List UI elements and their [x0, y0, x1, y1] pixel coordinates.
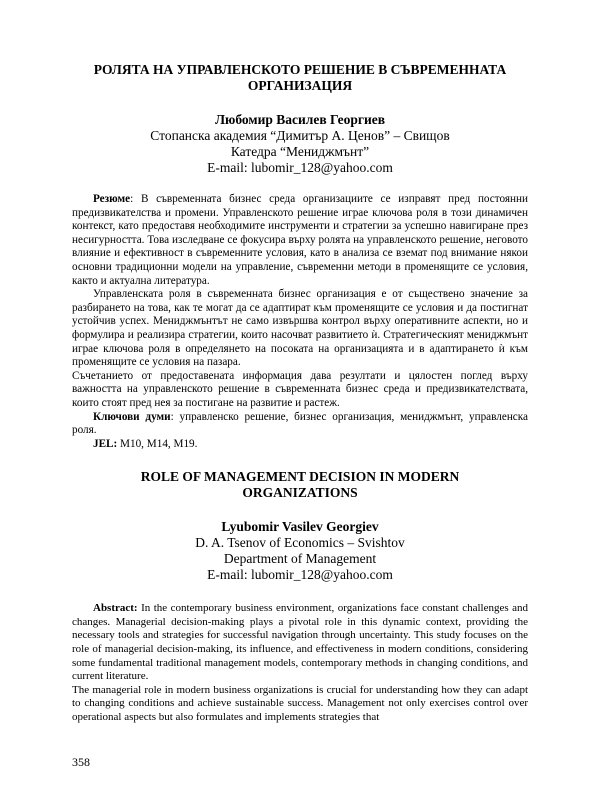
bg-abstract-label: Резюме	[93, 193, 131, 205]
en-affiliation: D. A. Tsenov of Economics – Svishtov	[195, 535, 405, 551]
bg-jel-label: JEL:	[93, 437, 118, 450]
bg-keywords	[72, 411, 528, 438]
bg-paragraph-2: Управленската роля в съвременната бизнес организация е от съществено значение за разбирането на това, как те могат да се адаптират към променящите се условия и да постигнат устойчив успех. Мениджмънтът не само извършва контрол върху оперативните аспекти, но и формулира и реализира стратегии, които насочват развитието ѝ. Стратегическият мениджмънт играе ключова роля в определянето на посоката на организацията и в адаптирането ѝ към променящите се условия на пазара.	[72, 288, 528, 369]
english-section	[72, 469, 528, 724]
bg-jel-text: M10, M14, M19.	[117, 437, 198, 450]
bg-abstract	[72, 193, 528, 451]
bg-email: E-mail: lubomir_128@yahoo.com	[207, 160, 393, 175]
bg-title-line-1: РОЛЯТА НА УПРАВЛЕНСКОТО РЕШЕНИЕ В СЪВРЕМЕННАТА	[93, 62, 507, 77]
en-abstract-label: Abstract:	[93, 602, 138, 615]
en-abstract	[72, 602, 528, 724]
bg-affiliation: Стопанска академия “Димитър А. Ценов” – Свищов	[150, 128, 450, 143]
en-title	[72, 469, 528, 501]
bg-jel	[72, 438, 528, 452]
en-abstract-paragraph	[72, 602, 528, 684]
bg-paragraph-3: Съчетанието от предоставената информация дава резултати и цялостен поглед върху важността на управленското решение в съвременната бизнес среда и предизвикателствата, които стоят пред нея за постигане на развитие и растеж.	[72, 369, 528, 409]
bg-author: Любомир Василев Георгиев	[214, 112, 386, 127]
bg-department: Катедра “Мениджмънт”	[230, 144, 370, 159]
en-paragraph-2: The managerial role in modern business organizations is crucial for understanding how they can adapt to changing conditions and achieve sustainable success. Management not only exercises control over operational aspects but also formulates and implements strategies that	[72, 683, 528, 724]
en-title-line-2: ORGANIZATIONS	[242, 485, 358, 501]
page-number: 358	[72, 755, 90, 769]
paper-page	[72, 62, 528, 725]
en-abstract-text: In the contemporary business environment, organizations face constant challenges and changes. Managerial decision-making plays a pivotal role in this dynamic context, providing the necessary tools and strategies for successful navigation through uncertainty. This study focuses on the role of managerial decision-making, its influence, and effectiveness in modern conditions, considering some fundamental traditional management models, contemporary methods in changing conditions, and current literature.	[72, 602, 528, 683]
bg-keywords-text: : управленско решение, бизнес организация, мениджмънт, управленска роля.	[72, 410, 528, 437]
en-department: Department of Management	[223, 551, 377, 567]
en-email: E-mail: lubomir_128@yahoo.com	[207, 567, 393, 583]
bg-abstract-text: : В съвременната бизнес среда организациите се изправят пред постоянни предизвикателства и промени. Управленското решение играе ключова роля в този динамичен контекст, като предоставя необходимите инструменти и стратегии за успешно навигиране през несигурността. Това изследване се фокусира върху ролята на управленското решение, неговото влияние и ефективност в съвременните условия, като в анализа се вземат под внимание някои основни традиционни модели на управление, съвременни методи в променящите се условия, както и актуална литература.	[72, 193, 528, 287]
bg-title	[72, 62, 528, 94]
bg-abstract-paragraph	[72, 193, 528, 288]
en-author: Lyubomir Vasilev Georgiev	[221, 519, 379, 535]
bulgarian-section	[72, 62, 528, 451]
en-title-line-1: ROLE OF MANAGEMENT DECISION IN MODERN	[140, 469, 460, 485]
bg-keywords-label: Ключови думи	[93, 410, 171, 423]
bg-title-line-2: ОРГАНИЗАЦИЯ	[247, 78, 353, 93]
